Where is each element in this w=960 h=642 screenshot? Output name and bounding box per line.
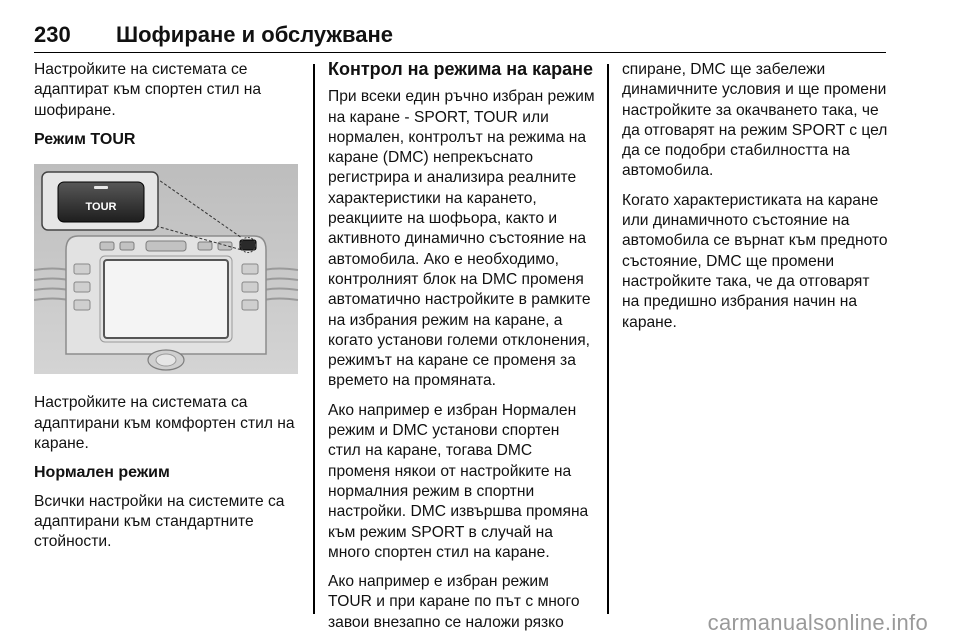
column-1 [34,60,300,562]
paragraph-sport-settings: Настройките на системата се адаптират към спортен стил на шофиране. [34,61,262,119]
dashboard-illustration [34,164,298,374]
page-header [34,22,886,53]
tour-button-label: TOUR [85,201,117,214]
paragraph-dmc-intro: При всеки един ръчно избран режим на каране - SPORT, TOUR или нормален, контролът на режима на каране (DMC) непрекъснато регистрира и анализира реалните характеристики на карането, реакциите на шофьора, както и активното динамично състояние на автомобила. Ако е необходимо, контролният блок на DMC променя автоматично настройките в рамките на избрания режим на каране, а когато установи големи отклонения, режимът на каране се променя за времето на промяната. [328,88,595,390]
column-divider-1 [313,64,315,614]
column-2 [328,60,596,642]
paragraph-dmc-revert: Когато характеристиката на каране или динамичното състояние на автомобила се върнат към предното състояние, DMC ще промени настройките така, че да отговарят на предишно избрания начин на каране. [622,191,888,331]
column-3 [622,60,888,342]
paragraph-dmc-braking: спиране, DMC ще забележи динамичните условия и ще промени настройките за окачването така, че да отговарят на режим SPORT с цел да се подобри стабилността на автомобила. [622,61,888,180]
paragraph-dmc-normal-example: Ако например е избран Нормален режим и DMC установи спортен стил на каране, тогава DMC променя някои от настройките на нормалния режим в спортни настройки. DMC извършва промяна към режим SPORT в случай на много спортен стил на каране. [328,401,589,561]
paragraph-comfort-settings: Настройките на системата са адаптирани към комфортен стил на каране. [34,394,295,453]
page-number: 230 [34,22,71,47]
paragraph-standard-settings: Всички настройки на системите са адаптирани към стандартните стойности. [34,492,285,551]
chapter-title: Шофиране и обслужване [116,22,394,47]
heading-drive-mode-control: Контрол на режима на каране [328,59,594,79]
heading-normal-mode: Нормален режим [34,464,170,482]
paragraph-dmc-tour-example: Ако например е избран режим TOUR и при каране по път с много завои внезапно се наложи рязко [328,573,580,631]
watermark: carmanualsonline.info [707,610,928,635]
heading-tour-mode: Режим TOUR [34,130,136,148]
column-divider-2 [607,64,609,614]
